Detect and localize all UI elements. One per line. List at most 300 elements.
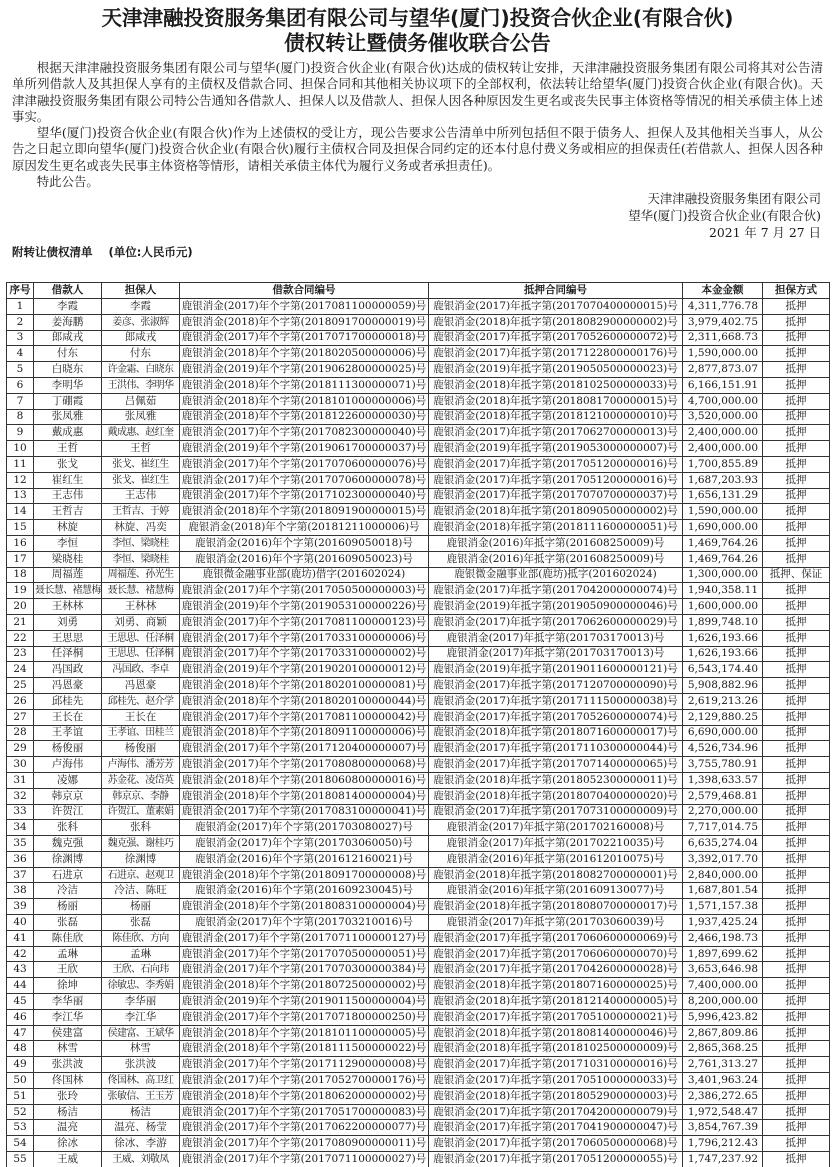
col-mortgage-contract-cell: 鹿银消金(2018)年抵字第(2018082700000001)号 [429,867,683,883]
table-row [7,425,830,441]
col-loan-contract-cell: 鹿银消金(2019)年个字第(2019053100000226)号 [180,599,429,615]
table-row [7,962,830,978]
table-row [7,741,830,757]
col-mortgage-contract-cell: 鹿银消金(2017)年抵字第(2017110300000044)号 [429,741,683,757]
col-seq-header: 序号 [7,283,34,299]
col-guarantor-cell: 徐敏忠、李秀娟 [102,978,180,994]
col-principal-cell: 1,687,203.93 [683,472,763,488]
col-mortgage-contract-cell: 鹿银消金(2016)年抵字第(201612010075)号 [429,851,683,867]
col-borrower-cell: 冯国政 [34,662,102,678]
table-row [7,851,830,867]
table-row [7,757,830,773]
col-guarantor-cell: 杨洁 [102,1104,180,1120]
table-row [7,930,830,946]
table-row [7,567,830,583]
col-guarantee-type-cell: 抵押 [763,1057,830,1073]
table-row [7,662,830,678]
col-seq-cell: 23 [7,646,34,662]
table-row [7,1088,830,1104]
col-guarantor-cell: 王思思、任泽桐 [102,630,180,646]
col-mortgage-contract-cell: 鹿银消金(2017)年抵字第(2017060600000069)号 [429,930,683,946]
col-guarantee-type-cell: 抵押 [763,1041,830,1057]
col-mortgage-contract-cell: 鹿银消金(2018)年抵字第(2018121000000010)号 [429,409,683,425]
col-seq-cell: 16 [7,535,34,551]
col-guarantor-cell: 戴成惠、赵红奎 [102,425,180,441]
col-mortgage-contract-cell: 鹿银消金(2018)年抵字第(2018111600000051)号 [429,520,683,536]
col-mortgage-contract-cell: 鹿银消金(2018)年抵字第(2018080700000017)号 [429,899,683,915]
col-principal-cell: 3,392,017.70 [683,851,763,867]
col-guarantor-cell: 张凤雅 [102,409,180,425]
col-loan-contract-cell: 鹿银消金(2017)年个字第(2017083100000041)号 [180,804,429,820]
col-loan-contract-cell: 鹿银消金(2018)年个字第(2018020100000044)号 [180,693,429,709]
col-seq-cell: 4 [7,346,34,362]
col-mortgage-contract-cell: 鹿银消金(2018)年抵字第(2018081700000015)号 [429,393,683,409]
col-loan-contract-cell: 鹿银消金(2019)年个字第(2019062800000025)号 [180,362,429,378]
col-principal-cell: 2,865,368.25 [683,1041,763,1057]
col-mortgage-contract-cell: 鹿银消金(2017)年抵字第(2017073100000009)号 [429,804,683,820]
col-borrower-cell: 李华丽 [34,994,102,1010]
col-borrower-cell: 李霞 [34,299,102,315]
col-borrower-cell: 戴成惠 [34,425,102,441]
col-guarantee-type-cell: 抵押 [763,1136,830,1152]
col-guarantee-type-cell: 抵押 [763,583,830,599]
col-principal-cell: 3,755,780.91 [683,757,763,773]
table-row [7,1057,830,1073]
col-guarantee-type-cell: 抵押 [763,646,830,662]
col-guarantee-type-cell: 抵押 [763,693,830,709]
col-loan-contract-cell: 鹿银消金(2018)年个字第(2018020100000081)号 [180,678,429,694]
col-guarantee-type-cell: 抵押 [763,441,830,457]
col-principal-cell: 3,520,000.00 [683,409,763,425]
col-borrower-cell: 韩京京 [34,788,102,804]
col-seq-cell: 36 [7,851,34,867]
col-guarantor-cell: 许贺江、董素娟 [102,804,180,820]
body-paragraph: 根据天津津融投资服务集团有限公司与望华(厦门)投资合伙企业(有限合伙)达成的债权转让安排，天津津融投资服务集团有限公司将其对公告清单所列借款人及其担保人享有的主债权及借款合同、担保合同和其他相关协议项下的全部权利，依法转让给望华(厦门)投资合伙企业(有限合伙)。天津津融投资服务集团有限公司特公告通知各借款人、担保人以及借款人、担保人因各种原因发生更名或丧失民事主体资格等情况的相关承债主体上述事实。 [12,60,823,124]
col-principal-cell: 1,937,425.24 [683,915,763,931]
col-loan-contract-cell: 鹿银微金融事业部(鹿坊)借字(201602024) [180,567,429,583]
col-mortgage-contract-cell: 鹿银消金(2016)年抵字第(201608250009)号 [429,535,683,551]
col-principal-cell: 6,635,274.04 [683,836,763,852]
col-guarantor-cell: 王长在 [102,709,180,725]
col-seq-cell: 35 [7,836,34,852]
table-body [7,299,830,1167]
col-mortgage-contract-cell: 鹿银消金(2018)年抵字第(2018102500000009)号 [429,1041,683,1057]
col-seq-cell: 21 [7,614,34,630]
col-borrower-cell: 王志伟 [34,488,102,504]
col-principal-cell: 1,796,212.43 [683,1136,763,1152]
col-guarantor-cell: 聂长慧、褚慧梅 [102,583,180,599]
col-mortgage-contract-cell: 鹿银消金(2017)年抵字第(2017051200000016)号 [429,456,683,472]
col-mortgage-contract-cell: 鹿银消金(2017)年抵字第(2017041900000047)号 [429,1120,683,1136]
col-seq-cell: 13 [7,488,34,504]
col-principal-cell: 3,401,963.24 [683,1073,763,1089]
col-principal-cell: 1,590,000.00 [683,346,763,362]
col-seq-cell: 14 [7,504,34,520]
signature-org-2: 望华(厦门)投资合伙企业(有限合伙) [628,208,821,224]
col-borrower-cell: 李明华 [34,377,102,393]
col-guarantor-cell: 张敏信、王玉芳 [102,1088,180,1104]
col-seq-cell: 54 [7,1136,34,1152]
col-principal-cell: 1,626,193.66 [683,630,763,646]
col-guarantee-type-cell: 抵押 [763,599,830,615]
col-guarantee-type-cell: 抵押 [763,425,830,441]
col-principal-cell: 1,590,000.00 [683,504,763,520]
col-loan-contract-cell: 鹿银消金(2017)年个字第(2017062200000077)号 [180,1120,429,1136]
table-row [7,1041,830,1057]
col-loan-contract-cell: 鹿银消金(2017)年个字第(2017033100000006)号 [180,630,429,646]
col-mortgage-contract-cell: 鹿银消金(2017)年抵字第(201702160008)号 [429,820,683,836]
table-row [7,994,830,1010]
announcement-body [12,60,823,190]
col-mortgage-contract-cell: 鹿银消金(2017)年抵字第(201703170013)号 [429,646,683,662]
col-seq-cell: 38 [7,883,34,899]
col-seq-cell: 45 [7,994,34,1010]
col-loan-contract-cell: 鹿银消金(2018)年个字第(2018091900000015)号 [180,504,429,520]
col-seq-cell: 43 [7,962,34,978]
col-seq-cell: 46 [7,1009,34,1025]
col-loan-contract-cell: 鹿银消金(2017)年个字第(2017050500000003)号 [180,583,429,599]
col-guarantee-type-cell: 抵押 [763,1025,830,1041]
col-loan-contract-cell: 鹿银消金(2016)年个字第(201609050023)号 [180,551,429,567]
col-borrower-cell: 张玲 [34,1088,102,1104]
col-guarantee-type-cell: 抵押 [763,788,830,804]
col-principal-cell: 8,200,000.00 [683,994,763,1010]
col-guarantee-type-cell: 抵押 [763,377,830,393]
col-mortgage-contract-cell: 鹿银消金(2018)年抵字第(2018052900000003)号 [429,1088,683,1104]
col-seq-cell: 50 [7,1073,34,1089]
col-guarantor-cell: 张磊 [102,915,180,931]
col-principal-cell: 1,972,548.47 [683,1104,763,1120]
col-loan-contract-cell: 鹿银消金(2017)年个字第(2017120400000007)号 [180,741,429,757]
col-mortgage-contract-cell: 鹿银消金(2017)年抵字第(201702210035)号 [429,836,683,852]
col-mortgage-contract-cell: 鹿银消金(2017)年抵字第(2017042600000028)号 [429,962,683,978]
col-principal-cell: 4,311,776.78 [683,299,763,315]
table-row [7,693,830,709]
col-guarantor-cell: 石进京、赵观卫 [102,867,180,883]
col-borrower-cell: 王林林 [34,599,102,615]
col-seq-cell: 18 [7,567,34,583]
col-mortgage-contract-cell: 鹿银消金(2016)年抵字第(201608250009)号 [429,551,683,567]
col-borrower-cell: 崔红生 [34,472,102,488]
table-row [7,472,830,488]
col-borrower-cell: 张戈 [34,456,102,472]
col-principal-cell: 2,761,313.27 [683,1057,763,1073]
col-mortgage-contract-cell: 鹿银消金(2018)年抵字第(2018081400000046)号 [429,1025,683,1041]
col-seq-cell: 42 [7,946,34,962]
col-principal-cell: 3,979,402.75 [683,314,763,330]
col-guarantor-cell: 徐渊博 [102,851,180,867]
table-row [7,614,830,630]
col-loan-contract-cell: 鹿银消金(2017)年个字第(2017102300000040)号 [180,488,429,504]
col-borrower-cell: 张凤雅 [34,409,102,425]
col-loan-contract-cell: 鹿银消金(2018)年个字第(2018020500000006)号 [180,346,429,362]
col-guarantee-type-cell: 抵押 [763,456,830,472]
table-row [7,725,830,741]
col-seq-cell: 47 [7,1025,34,1041]
col-guarantee-type-cell: 抵押 [763,836,830,852]
col-guarantee-type-cell: 抵押 [763,504,830,520]
col-guarantor-cell: 张戈、崔红生 [102,472,180,488]
col-guarantee-type-cell: 抵押 [763,1152,830,1167]
col-seq-cell: 33 [7,804,34,820]
table-row [7,1009,830,1025]
signature-date: 2021 年 7 月 27 日 [708,224,821,240]
col-seq-cell: 5 [7,362,34,378]
col-loan-contract-cell: 鹿银消金(2018)年个字第(2018083100000004)号 [180,899,429,915]
col-principal-header: 本金金额 [683,283,763,299]
col-mortgage-contract-cell: 鹿银消金(2016)年抵字第(201609130077)号 [429,883,683,899]
col-guarantor-cell: 王思思、任泽桐 [102,646,180,662]
col-guarantor-cell: 林旋、冯奕 [102,520,180,536]
col-guarantor-cell: 刘勇、商颖 [102,614,180,630]
col-guarantee-type-cell: 抵押 [763,662,830,678]
col-guarantee-type-cell: 抵押 [763,772,830,788]
col-borrower-cell: 冯恩豪 [34,678,102,694]
col-borrower-cell: 卢海伟 [34,757,102,773]
col-guarantee-type-cell: 抵押 [763,899,830,915]
col-borrower-cell: 刘勇 [34,614,102,630]
col-mortgage-contract-cell: 鹿银消金(2019)年抵字第(2019011600000121)号 [429,662,683,678]
col-principal-cell: 1,940,358.11 [683,583,763,599]
table-row [7,1152,830,1167]
col-guarantor-cell: 李恒、梁晓桂 [102,551,180,567]
col-borrower-cell: 郎咸戎 [34,330,102,346]
table-row [7,772,830,788]
col-guarantee-type-cell: 抵押 [763,330,830,346]
table-row [7,441,830,457]
col-guarantor-cell: 王林林 [102,599,180,615]
col-principal-cell: 1,300,000.00 [683,567,763,583]
col-guarantor-cell: 王洪伟、李明华 [102,377,180,393]
col-loan-contract-cell: 鹿银消金(2016)年个字第(201609050018)号 [180,535,429,551]
col-principal-cell: 2,619,213.26 [683,693,763,709]
col-guarantee-type-cell: 抵押 [763,630,830,646]
col-seq-cell: 2 [7,314,34,330]
col-borrower-cell: 王威 [34,1152,102,1167]
title-line-1: 天津津融投资服务集团有限公司与望华(厦门)投资合伙企业(有限合伙) [101,6,734,30]
col-loan-contract-cell: 鹿银消金(2017)年个字第(2017112900000008)号 [180,1057,429,1073]
col-guarantor-cell: 孟琳 [102,946,180,962]
col-seq-cell: 9 [7,425,34,441]
col-principal-cell: 2,270,000.00 [683,804,763,820]
col-borrower-cell: 徐冰 [34,1136,102,1152]
col-guarantor-cell: 周福莲、孙光生 [102,567,180,583]
col-principal-cell: 1,897,699.62 [683,946,763,962]
col-borrower-cell: 付东 [34,346,102,362]
col-guarantor-cell: 苏金花、凌岱英 [102,772,180,788]
col-principal-cell: 1,687,801.54 [683,883,763,899]
col-seq-cell: 3 [7,330,34,346]
col-borrower-cell: 许贺江 [34,804,102,820]
col-loan-contract-cell: 鹿银消金(2018)年个字第(2018101000000006)号 [180,393,429,409]
col-mortgage-contract-cell: 鹿银消金(2017)年抵字第(2017051200000016)号 [429,472,683,488]
table-row [7,867,830,883]
col-mortgage-contract-cell: 鹿银消金(2017)年抵字第(201703060039)号 [429,915,683,931]
col-principal-cell: 1,600,000.00 [683,599,763,615]
table-row [7,709,830,725]
col-borrower-cell: 魏克强 [34,836,102,852]
col-loan-contract-cell: 鹿银消金(2017)年个字第(2017071700000018)号 [180,330,429,346]
col-guarantee-type-cell: 抵押 [763,678,830,694]
col-loan-contract-cell: 鹿银消金(2016)年个字第(201609230045)号 [180,883,429,899]
table-row [7,646,830,662]
col-loan-contract-cell: 鹿银消金(2018)年个字第(2018091100000006)号 [180,725,429,741]
col-loan-contract-cell: 鹿银消金(2018)年个字第(2018101100000005)号 [180,1025,429,1041]
table-row [7,1073,830,1089]
col-borrower-cell: 周福莲 [34,567,102,583]
col-guarantor-cell: 张科 [102,820,180,836]
col-seq-cell: 17 [7,551,34,567]
col-loan-contract-cell: 鹿银消金(2017)年个字第(2017081100000042)号 [180,709,429,725]
table-row [7,520,830,536]
col-guarantor-cell: 王哲吉、于婷 [102,504,180,520]
col-mortgage-contract-cell: 鹿银消金(2017)年抵字第(2017070700000037)号 [429,488,683,504]
col-loan-contract-cell: 鹿银消金(2017)年个字第(2017080800000068)号 [180,757,429,773]
col-borrower-cell: 侯建富 [34,1025,102,1041]
col-principal-cell: 1,700,855.89 [683,456,763,472]
col-mortgage-contract-cell: 鹿银消金(2017)年抵字第(2017060600000070)号 [429,946,683,962]
col-guarantor-cell: 魏克强、谢桂巧 [102,836,180,852]
col-borrower-cell: 温亮 [34,1120,102,1136]
col-guarantee-type-cell: 抵押 [763,362,830,378]
col-seq-cell: 22 [7,630,34,646]
col-guarantor-cell: 王志伟 [102,488,180,504]
col-borrower-cell: 王长在 [34,709,102,725]
col-borrower-cell: 姜海鹏 [34,314,102,330]
col-seq-cell: 29 [7,741,34,757]
col-loan-contract-cell: 鹿银消金(2017)年个字第(2017081100000123)号 [180,614,429,630]
col-borrower-cell: 林雪 [34,1041,102,1057]
col-guarantee-type-cell: 抵押 [763,883,830,899]
col-borrower-cell: 王哲吉 [34,504,102,520]
col-principal-cell: 3,854,767.39 [683,1120,763,1136]
col-loan-contract-cell: 鹿银消金(2018)年个字第(2018081400000004)号 [180,788,429,804]
col-guarantee-type-cell: 抵押 [763,978,830,994]
col-principal-cell: 1,469,764.26 [683,551,763,567]
col-mortgage-contract-cell: 鹿银消金(2019)年抵字第(2019053000000007)号 [429,441,683,457]
table-row [7,299,830,315]
col-guarantor-cell: 王哲 [102,441,180,457]
col-borrower-cell: 佟国林 [34,1073,102,1089]
col-guarantee-type-cell: 抵押 [763,867,830,883]
table-row [7,1025,830,1041]
col-principal-cell: 1,899,748.10 [683,614,763,630]
col-guarantee-type-cell: 抵押 [763,488,830,504]
table-row [7,535,830,551]
col-guarantee-type-cell: 抵押 [763,820,830,836]
col-guarantor-cell: 李霞 [102,299,180,315]
col-guarantor-cell: 李江华 [102,1009,180,1025]
col-principal-cell: 2,466,198.73 [683,930,763,946]
col-borrower-cell: 石进京 [34,867,102,883]
table-row [7,330,830,346]
col-seq-cell: 40 [7,915,34,931]
table-row [7,836,830,852]
col-loan-contract-cell: 鹿银消金(2019)年个字第(2019061700000037)号 [180,441,429,457]
debt-list-table [6,282,830,1167]
col-seq-cell: 32 [7,788,34,804]
col-mortgage-contract-cell: 鹿银消金(2019)年抵字第(2019050900000046)号 [429,599,683,615]
col-mortgage-contract-cell: 鹿银微金融事业部(鹿坊)抵字(201602024) [429,567,683,583]
col-mortgage-contract-cell: 鹿银消金(2017)年抵字第(2017071400000065)号 [429,757,683,773]
col-principal-cell: 2,867,809.86 [683,1025,763,1041]
col-guarantor-header: 担保人 [102,283,180,299]
col-guarantor-cell: 杨丽 [102,899,180,915]
col-loan-contract-cell: 鹿银消金(2018)年个字第(2018060800000016)号 [180,772,429,788]
col-seq-cell: 20 [7,599,34,615]
table-row [7,1104,830,1120]
col-guarantor-cell: 冯恩豪 [102,678,180,694]
col-loan-contract-cell: 鹿银消金(2018)年个字第(2018072500000002)号 [180,978,429,994]
col-borrower-cell: 孟琳 [34,946,102,962]
col-loan-contract-cell: 鹿银消金(2018)年个字第(2018122600000030)号 [180,409,429,425]
col-principal-cell: 6,166,151.91 [683,377,763,393]
col-borrower-cell: 徐渊博 [34,851,102,867]
col-guarantor-cell: 张戈、崔红生 [102,456,180,472]
col-borrower-cell: 杨俊丽 [34,741,102,757]
col-mortgage-contract-cell: 鹿银消金(2018)年抵字第(2018071600000017)号 [429,725,683,741]
col-seq-cell: 15 [7,520,34,536]
col-borrower-cell: 梁晓桂 [34,551,102,567]
col-borrower-cell: 王孝谊 [34,725,102,741]
table-row [7,377,830,393]
col-guarantee-type-header: 担保方式 [763,283,830,299]
col-guarantee-type-cell: 抵押 [763,709,830,725]
col-mortgage-contract-cell: 鹿银消金(2018)年抵字第(2018102500000033)号 [429,377,683,393]
col-guarantor-cell: 陈佳欣、方向 [102,930,180,946]
col-principal-cell: 1,747,237.92 [683,1152,763,1167]
col-guarantor-cell: 冷洁、陈旺 [102,883,180,899]
col-mortgage-contract-header: 抵押合同编号 [429,283,683,299]
col-guarantor-cell: 杨俊丽 [102,741,180,757]
col-guarantor-cell: 卢海伟、潘芳芳 [102,757,180,773]
col-mortgage-contract-cell: 鹿银消金(2018)年抵字第(2018090500000002)号 [429,504,683,520]
col-guarantor-cell: 许金霜、白晓东 [102,362,180,378]
table-row [7,899,830,915]
col-guarantee-type-cell: 抵押 [763,1009,830,1025]
col-borrower-cell: 陈佳欣 [34,930,102,946]
col-borrower-cell: 任泽桐 [34,646,102,662]
col-principal-cell: 5,996,423.82 [683,1009,763,1025]
col-seq-cell: 44 [7,978,34,994]
col-guarantor-cell: 韩京京、李静 [102,788,180,804]
table-row [7,1136,830,1152]
col-guarantor-cell: 侯建富、王斌华 [102,1025,180,1041]
col-seq-cell: 8 [7,409,34,425]
col-guarantor-cell: 吕佩茹 [102,393,180,409]
col-guarantee-type-cell: 抵押 [763,472,830,488]
col-mortgage-contract-cell: 鹿银消金(2017)年抵字第(2017103100000016)号 [429,1057,683,1073]
col-guarantee-type-cell: 抵押 [763,346,830,362]
col-borrower-cell: 聂长慧、褚慧梅 [34,583,102,599]
col-mortgage-contract-cell: 鹿银消金(2018)年抵字第(2018052300000011)号 [429,772,683,788]
col-borrower-cell: 冷洁 [34,883,102,899]
col-guarantor-cell: 王威、刘敬凤 [102,1152,180,1167]
col-principal-cell: 5,908,882.96 [683,678,763,694]
list-title: 附转让债权清单 (单位:人民币元) [12,244,193,259]
table-row [7,409,830,425]
col-mortgage-contract-cell: 鹿银消金(2017)年抵字第(2017060500000068)号 [429,1136,683,1152]
col-guarantee-type-cell: 抵押 [763,409,830,425]
col-guarantee-type-cell: 抵押 [763,946,830,962]
table-header-row [7,283,830,299]
title-line-2: 债权转让暨债务催收联合公告 [284,31,551,55]
col-loan-contract-cell: 鹿银消金(2017)年个字第(2017082300000040)号 [180,425,429,441]
col-guarantor-cell: 郎咸戎 [102,330,180,346]
col-seq-cell: 7 [7,393,34,409]
col-mortgage-contract-cell: 鹿银消金(2017)年抵字第(2017070400000015)号 [429,299,683,315]
col-principal-cell: 7,717,014.75 [683,820,763,836]
